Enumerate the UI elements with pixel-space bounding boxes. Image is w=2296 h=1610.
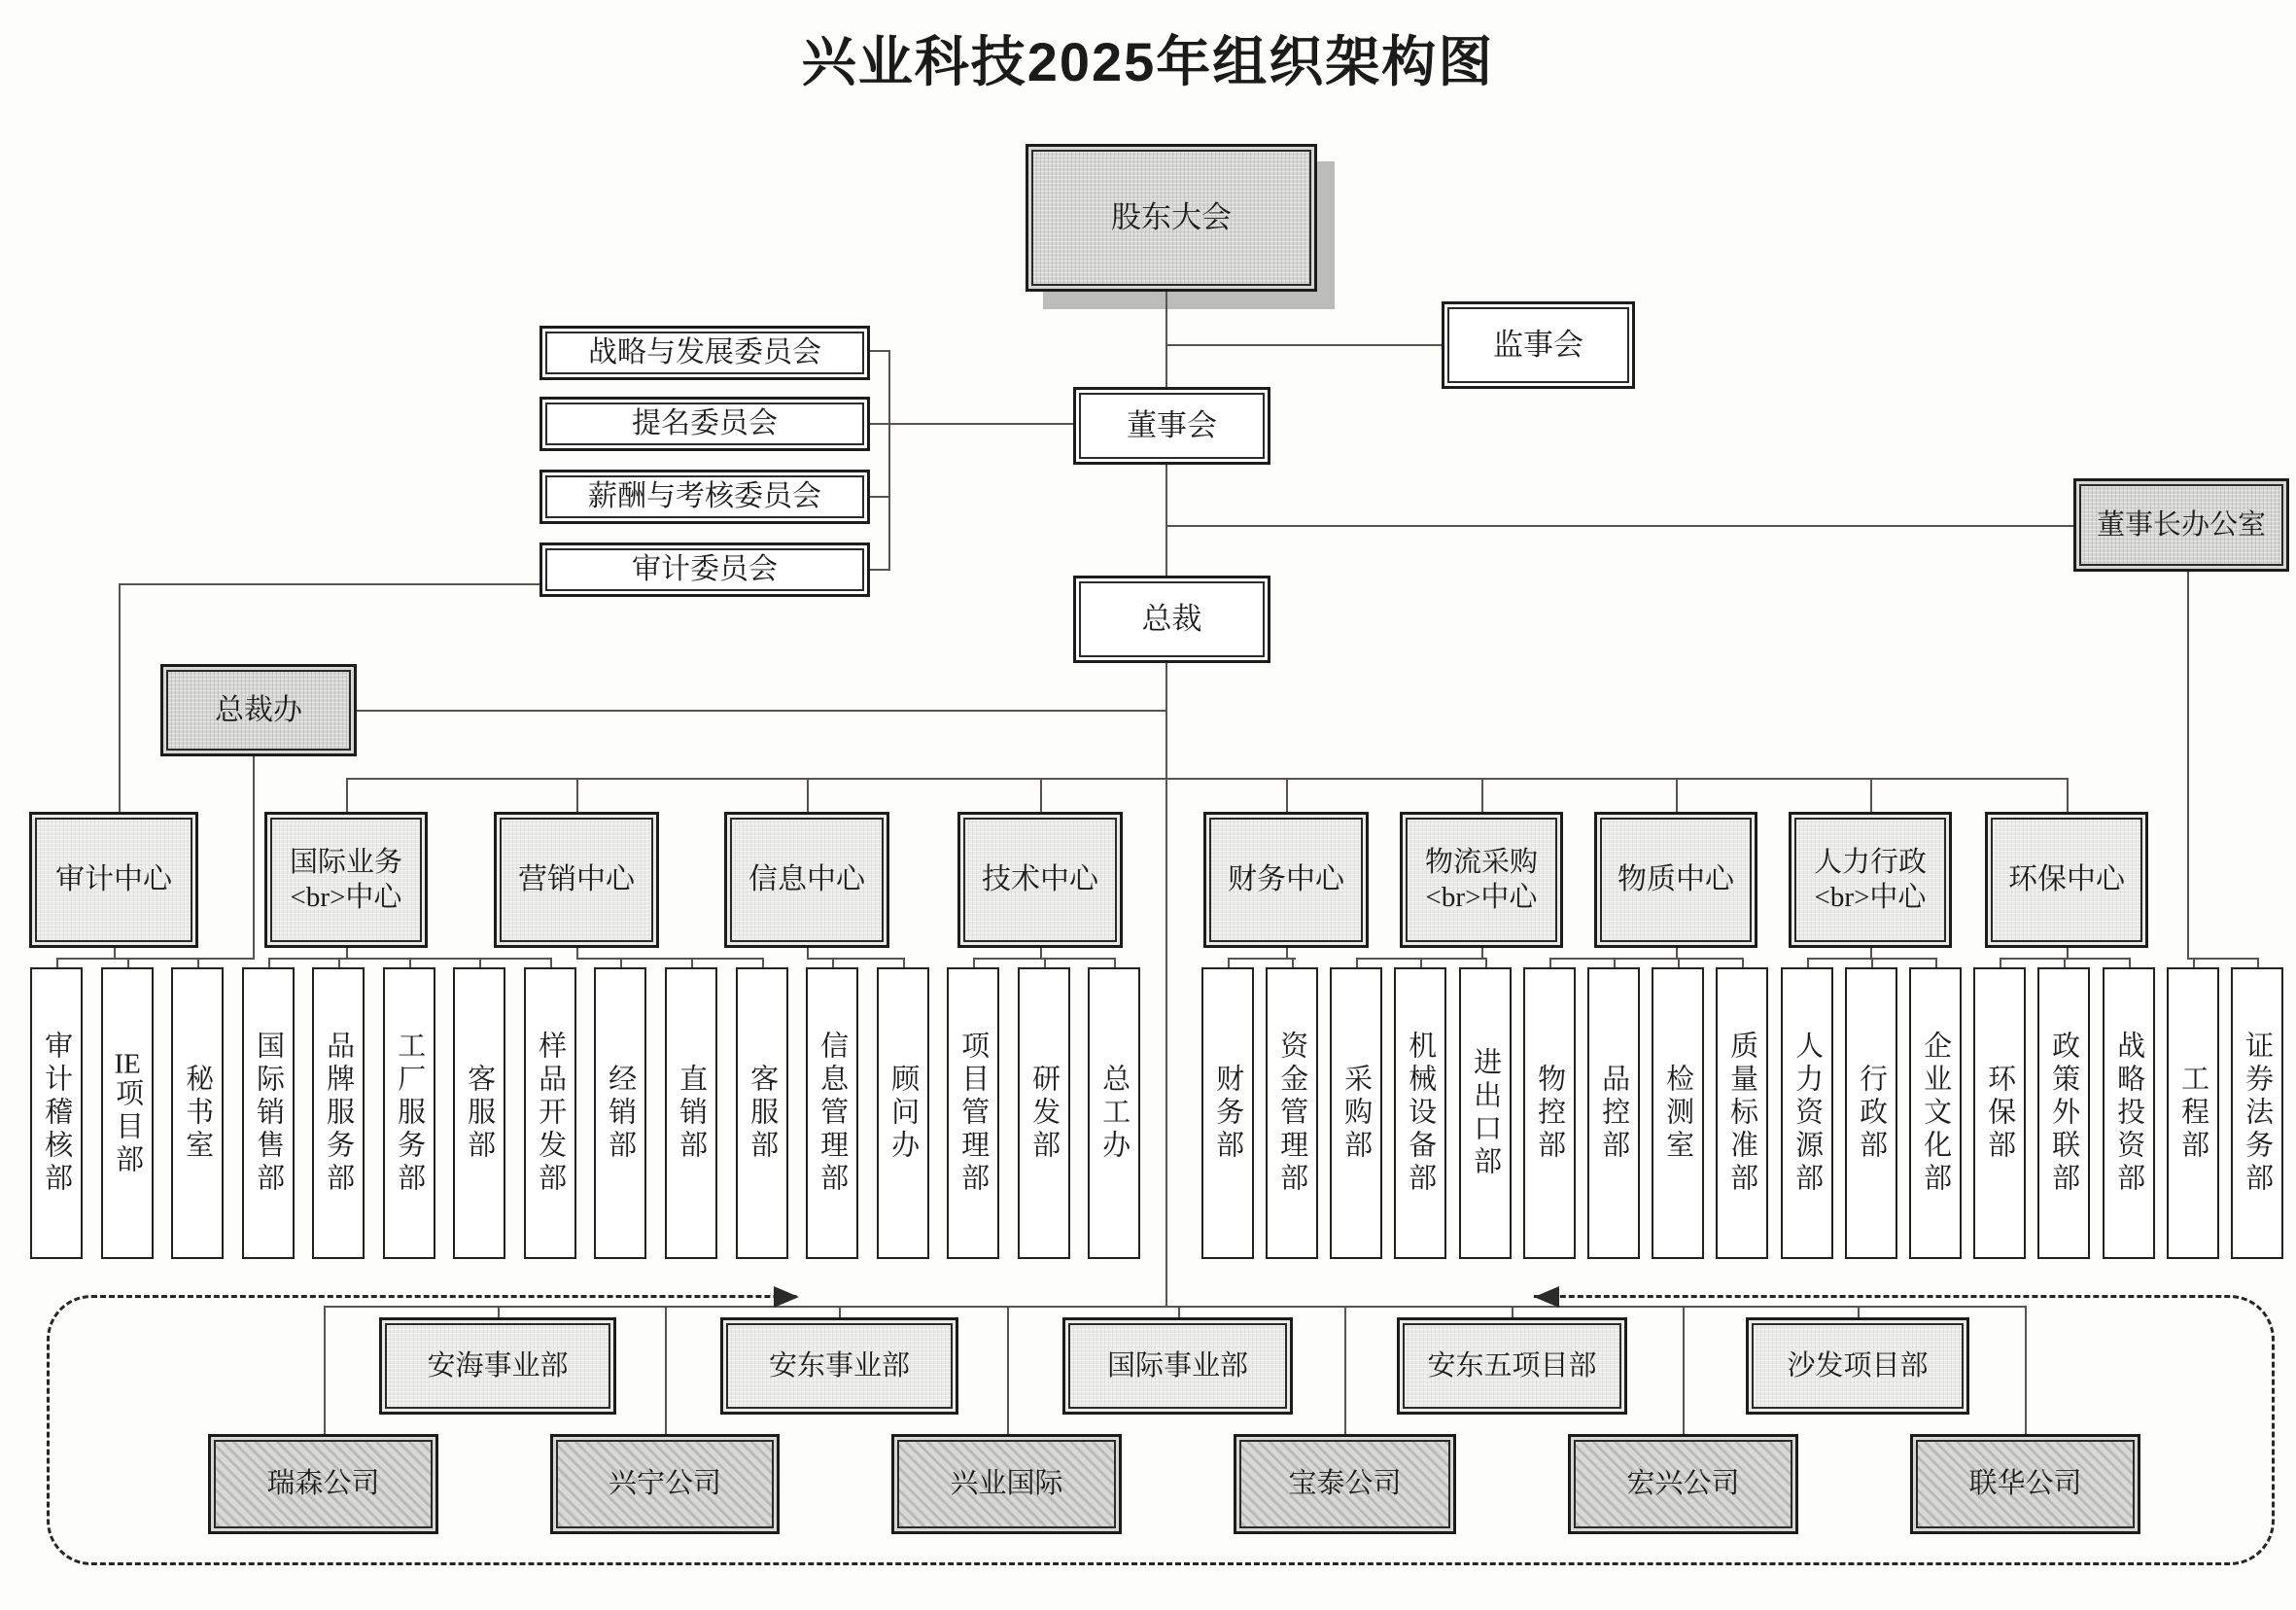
- connector-line: [1228, 958, 1296, 960]
- dept-procurement: [1330, 967, 1382, 1259]
- committee-audit: [539, 542, 870, 597]
- connector-line: [1549, 958, 1744, 960]
- connector-line: [888, 350, 890, 571]
- connector-line: [576, 778, 578, 812]
- connector-line: [1356, 958, 1487, 960]
- dept-factory-service-label: 工厂服务部: [394, 1031, 426, 1196]
- connector-line: [1481, 778, 1483, 812]
- company-ruisen-label: 瑞森公司: [266, 1468, 380, 1500]
- division-international-label: 国际事业部: [1106, 1349, 1248, 1382]
- connector-line: [268, 958, 552, 960]
- president-label: 总裁: [1141, 601, 1202, 636]
- connector-line: [1807, 958, 1937, 960]
- dept-information-management: [806, 967, 858, 1259]
- center-marketing-label: 营销中心: [518, 863, 635, 896]
- connector-line: [324, 1306, 2027, 1308]
- company-xingning-label: 兴宁公司: [608, 1468, 721, 1500]
- dept-customer-service-2: [736, 967, 788, 1259]
- dept-distribution: [594, 967, 646, 1259]
- division-international: [1062, 1317, 1293, 1415]
- dept-customer-service-1: [453, 967, 505, 1259]
- dept-human-resources-label: 人力资源部: [1792, 1031, 1824, 1196]
- company-ruisen: [208, 1434, 438, 1534]
- dept-consultant-office: [877, 967, 929, 1259]
- dept-human-resources: [1781, 967, 1833, 1259]
- company-hongxing-label: 宏兴公司: [1626, 1468, 1740, 1500]
- dept-customer-service-2-label: 客服部: [747, 1064, 779, 1163]
- dept-import-export-label: 进出口部: [1470, 1047, 1502, 1179]
- dept-corporate-culture: [1909, 967, 1962, 1259]
- dept-material-control: [1523, 967, 1576, 1259]
- dept-machinery-equipment: [1394, 967, 1446, 1259]
- committee-strategy-development: [539, 326, 870, 380]
- dept-information-management-label: 信息管理部: [817, 1031, 849, 1196]
- division-sofa-project: [1746, 1317, 1969, 1415]
- dept-procurement-label: 采购部: [1340, 1064, 1373, 1163]
- company-lianhua: [1910, 1434, 2140, 1534]
- division-andong-five-project: [1397, 1317, 1627, 1415]
- connector-line: [1683, 1306, 1685, 1436]
- dept-finance: [1201, 967, 1254, 1259]
- committee-audit-label: 审计委员会: [632, 553, 778, 586]
- dept-quality-standards-label: 质量标准部: [1726, 1031, 1758, 1196]
- connector-line: [2067, 778, 2069, 812]
- shareholders-meeting-label: 股东大会: [1111, 199, 1232, 234]
- dept-funds-management-label: 资金管理部: [1276, 1031, 1308, 1196]
- center-international-business-label: 国际业务<br>中心: [289, 846, 402, 913]
- dept-distribution-label: 经销部: [605, 1064, 637, 1163]
- dept-machinery-equipment-label: 机械设备部: [1405, 1031, 1437, 1196]
- connector-line: [357, 710, 1167, 712]
- connector-line: [973, 958, 1116, 960]
- dept-environment: [1973, 967, 2026, 1259]
- center-technology: [957, 812, 1123, 948]
- dept-engineering: [2167, 967, 2219, 1259]
- center-environment-label: 环保中心: [2008, 863, 2125, 896]
- committee-compensation-assessment-label: 薪酬与考核委员会: [588, 480, 821, 513]
- center-international-business: [264, 812, 428, 948]
- connector-line: [1166, 525, 2073, 527]
- connector-line: [119, 583, 121, 812]
- page-title: 兴业科技2025年组织架构图: [801, 31, 1495, 92]
- dept-securities-legal: [2231, 967, 2283, 1259]
- center-hr-admin: [1789, 812, 1952, 948]
- dept-brand-service-label: 品牌服务部: [323, 1031, 355, 1196]
- connector-line: [870, 423, 1075, 425]
- connector-line: [2187, 958, 2259, 960]
- division-andong: [720, 1317, 958, 1415]
- dept-rnd-label: 研发部: [1028, 1064, 1061, 1163]
- dept-chief-engineer-office: [1088, 967, 1140, 1259]
- company-xingye-international: [891, 1434, 1122, 1534]
- dept-policy-liaison: [2037, 967, 2090, 1259]
- center-information-label: 信息中心: [748, 863, 865, 896]
- dept-corporate-culture-label: 企业文化部: [1920, 1031, 1952, 1196]
- connector-line: [870, 496, 890, 498]
- center-logistics-procurement-label: 物流采购<br>中心: [1424, 846, 1538, 913]
- chairman-office: [2073, 478, 2289, 572]
- center-audit-label: 审计中心: [55, 863, 172, 896]
- dept-engineering-label: 工程部: [2177, 1064, 2209, 1163]
- division-andong-five-project-label: 安东五项目部: [1427, 1349, 1597, 1382]
- company-hongxing: [1568, 1434, 1798, 1534]
- dept-brand-service: [312, 967, 365, 1259]
- dept-strategic-investment-label: 战略投资部: [2113, 1031, 2145, 1196]
- chairman-office-label: 董事长办公室: [2096, 508, 2266, 541]
- center-materials: [1594, 812, 1757, 948]
- connector-line: [2187, 572, 2189, 958]
- connector-line: [346, 778, 2069, 780]
- connector-line: [1166, 344, 1442, 346]
- connector-line: [870, 569, 890, 571]
- center-finance: [1203, 812, 1369, 948]
- center-audit: [29, 812, 198, 948]
- connector-line: [870, 350, 890, 352]
- dept-environment-label: 环保部: [1984, 1064, 2016, 1163]
- dept-securities-legal-label: 证券法务部: [2242, 1031, 2274, 1196]
- dept-customer-service-1-label: 客服部: [464, 1064, 496, 1163]
- dept-funds-management: [1266, 967, 1318, 1259]
- dept-ie-project: [101, 967, 154, 1259]
- dept-testing-room-label: 检测室: [1662, 1064, 1694, 1163]
- dept-sample-development-label: 样品开发部: [535, 1031, 567, 1196]
- center-technology-label: 技术中心: [982, 863, 1098, 896]
- board-of-directors-label: 董事会: [1127, 407, 1217, 442]
- dept-strategic-investment: [2103, 967, 2155, 1259]
- connector-line: [324, 1306, 326, 1436]
- dept-quality-control: [1587, 967, 1640, 1259]
- dept-chief-engineer-office-label: 总工办: [1098, 1064, 1131, 1163]
- dept-quality-control-label: 品控部: [1598, 1064, 1630, 1163]
- dept-audit-review-label: 审计稽核部: [41, 1031, 73, 1196]
- center-environment: [1985, 812, 2148, 948]
- connector-line: [2025, 1306, 2027, 1436]
- dept-factory-service: [383, 967, 435, 1259]
- connector-line: [119, 583, 541, 585]
- connector-line: [253, 756, 255, 960]
- dept-quality-standards: [1716, 967, 1768, 1259]
- center-hr-admin-label: 人力行政<br>中心: [1813, 846, 1927, 913]
- committee-strategy-development-label: 战略与发展委员会: [588, 336, 821, 369]
- committee-nomination: [539, 397, 870, 451]
- connector-line: [346, 778, 348, 812]
- division-anhai: [379, 1317, 616, 1415]
- committee-compensation-assessment: [539, 470, 870, 524]
- shareholders-meeting: [1026, 144, 1317, 292]
- dept-policy-liaison-label: 政策外联部: [2048, 1031, 2080, 1196]
- company-xingning: [550, 1434, 780, 1534]
- board-of-directors: [1073, 387, 1270, 465]
- connector-line: [1286, 778, 1288, 812]
- connector-line: [807, 958, 905, 960]
- president-office: [160, 664, 357, 756]
- dept-consultant-office-label: 顾问办: [887, 1064, 920, 1163]
- connector-line: [807, 778, 809, 812]
- dept-international-sales-label: 国际销售部: [253, 1031, 285, 1196]
- dept-ie-project-label: IE项目部: [112, 1049, 144, 1177]
- connector-line: [576, 958, 764, 960]
- center-information: [724, 812, 889, 948]
- center-materials-label: 物质中心: [1618, 863, 1734, 896]
- dept-direct-sales-label: 直销部: [676, 1064, 708, 1163]
- company-xingye-international-label: 兴业国际: [950, 1468, 1063, 1500]
- dept-international-sales: [242, 967, 295, 1259]
- dept-audit-review: [30, 967, 83, 1259]
- division-sofa-project-label: 沙发项目部: [1787, 1349, 1929, 1382]
- center-logistics-procurement: [1400, 812, 1563, 948]
- connector-line: [1676, 778, 1678, 812]
- connector-line: [1040, 778, 1042, 812]
- connector-line: [1007, 1306, 1009, 1436]
- company-lianhua-label: 联华公司: [1968, 1468, 2082, 1500]
- dept-project-management: [947, 967, 999, 1259]
- president: [1073, 576, 1270, 663]
- center-marketing: [494, 812, 659, 948]
- flow-arrow-left-icon: [1534, 1286, 1559, 1308]
- supervisory-board: [1442, 301, 1635, 389]
- connector-line: [1870, 778, 1872, 812]
- supervisory-board-label: 监事会: [1493, 327, 1583, 362]
- division-anhai-label: 安海事业部: [427, 1349, 569, 1382]
- connector-line: [56, 958, 255, 960]
- company-baotai: [1234, 1434, 1456, 1534]
- committee-nomination-label: 提名委员会: [632, 407, 778, 440]
- connector-line: [2000, 958, 2131, 960]
- dept-administration: [1845, 967, 1897, 1259]
- division-andong-label: 安东事业部: [768, 1349, 910, 1382]
- dept-import-export: [1459, 967, 1512, 1259]
- dept-material-control-label: 物控部: [1534, 1064, 1566, 1163]
- dept-project-management-label: 项目管理部: [957, 1031, 990, 1196]
- connector-line: [1344, 1306, 1346, 1436]
- dept-secretariat-label: 秘书室: [182, 1064, 214, 1163]
- dept-finance-label: 财务部: [1212, 1064, 1244, 1163]
- center-finance-label: 财务中心: [1228, 863, 1344, 896]
- dept-secretariat: [171, 967, 224, 1259]
- dept-rnd: [1018, 967, 1070, 1259]
- flow-arrow-right-icon: [774, 1286, 799, 1308]
- dept-direct-sales: [665, 967, 717, 1259]
- company-baotai-label: 宝泰公司: [1288, 1468, 1402, 1500]
- president-office-label: 总裁办: [215, 693, 302, 726]
- connector-line: [665, 1306, 667, 1436]
- dept-sample-development: [524, 967, 576, 1259]
- dept-testing-room: [1652, 967, 1704, 1259]
- dept-administration-label: 行政部: [1856, 1064, 1888, 1163]
